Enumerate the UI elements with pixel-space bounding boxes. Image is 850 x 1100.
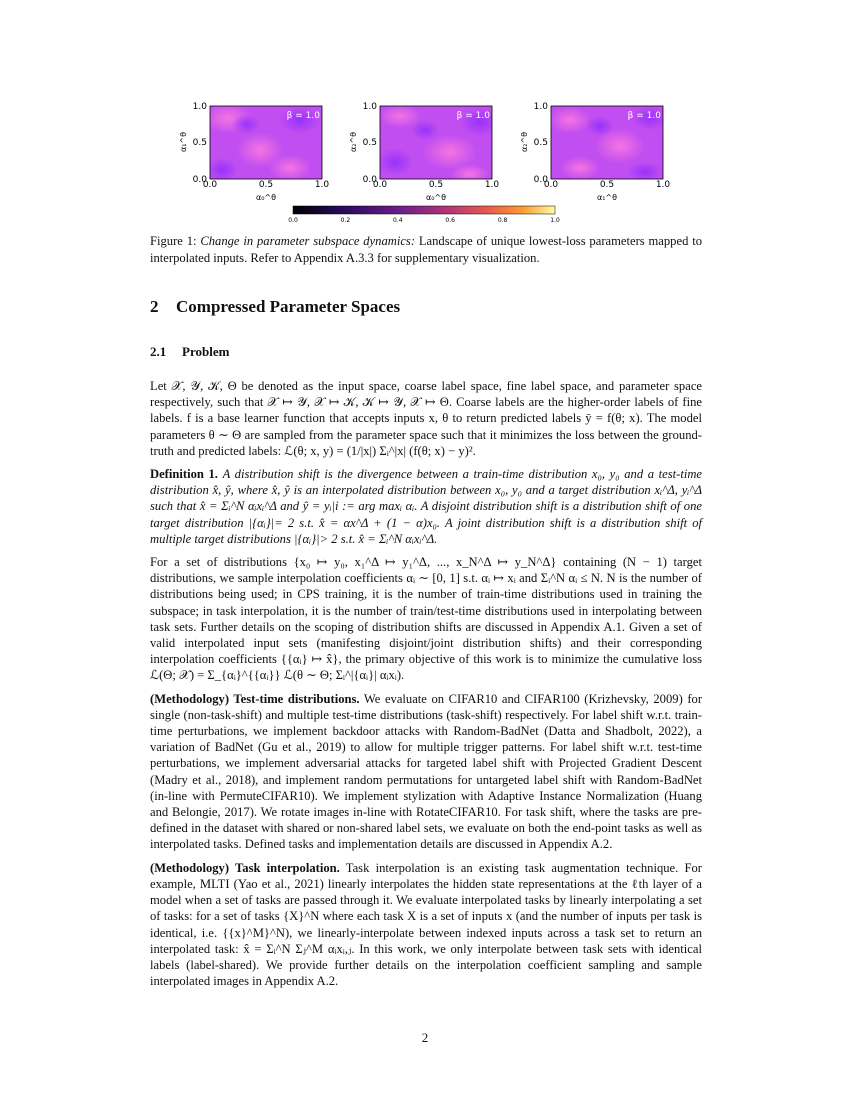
ytick-2-top: 1.0: [362, 102, 377, 112]
xlabel-3: α₁^θ: [596, 193, 618, 202]
ytick-3-top: 1.0: [533, 102, 548, 112]
section-heading: [150, 297, 400, 317]
xtick-3-right: 1.0: [655, 180, 671, 190]
paragraph-test-time-label: (Methodology) Test-time distributions.: [150, 691, 360, 706]
ylabel-3: α₂^θ: [520, 131, 529, 153]
xtick-1-mid: 0.5: [258, 180, 274, 190]
colorbar-tick-2: 0.4: [393, 217, 403, 224]
subsection-number: 2.1: [150, 344, 167, 359]
paragraph-task-interpolation: [150, 860, 702, 990]
ylabel-1: α₁^θ: [179, 131, 188, 153]
definition-label: Definition 1.: [150, 467, 218, 482]
xtick-2-left: 0.0: [372, 180, 388, 190]
paragraph-problem-setup: Let 𝒳, 𝒴, 𝒦, Θ be denoted as the input space, coarse label space, fine label space, and parameter space respectively, such that 𝒳 ↦ 𝒴, 𝒳 ↦ 𝒦, 𝒦 ↦ 𝒴, 𝒳 ↦ Θ. Coarse labels are the higher-order labels of fine labels. f is a base learner function that accepts inputs x, θ to return predicted labels ȳ = f(θ; x). The model parameters θ ∼ Θ are sampled from the parameter space such that it minimizes the loss between the ground-truth and predicted labels: ℒ(θ; x, y) = (1/|x|) Σᵢ^|x| (f(θ; x) − y)².: [150, 379, 702, 458]
ylabel-2: α₂^θ: [349, 131, 358, 153]
definition-text: A distribution shift is the divergence between a train-time distribution x₀, y₀ and a test-time distribution x̂, ŷ, where x̂, ŷ is an interpolated distribution between x₀, y₀ and a target distribution xᵢ^Δ, yᵢ^Δ such that x̂ = Σᵢ^N αᵢxᵢ^Δ and ŷ = yᵢ|i := arg maxᵢ αᵢ. A disjoint distribution shift is a distribution shift of one target distribution |{αᵢ}|= 2 s.t. x̂ = αx^Δ + (1 − α)x₀. A joint distribution shift is a distribution shift of multiple target distributions |{αᵢ}|> 2 s.t. x̂ = Σᵢ^N αᵢxᵢ^Δ.: [150, 467, 703, 546]
paragraph-task-interpolation-label: (Methodology) Task interpolation.: [150, 860, 340, 875]
section-number: 2: [150, 297, 159, 316]
figure-1: [150, 90, 710, 225]
colorbar-tick-0: 0.0: [288, 217, 298, 224]
colorbar-tick-1: 0.2: [340, 217, 351, 224]
ytick-2-mid: 0.5: [362, 138, 377, 148]
heatmap-panel-1: [179, 102, 329, 202]
colorbar-tick-5: 1.0: [550, 217, 560, 224]
heatmap-panel-3: [520, 102, 670, 202]
ytick-2-bottom: 0.0: [362, 175, 377, 185]
subsection-title: Problem: [182, 344, 230, 359]
xtick-3-mid: 0.5: [599, 180, 615, 190]
xtick-2-right: 1.0: [484, 180, 500, 190]
colorbar: [288, 206, 560, 224]
colorbar-tick-3: 0.6: [445, 217, 455, 224]
caption-label: Figure 1:: [150, 234, 197, 248]
colorbar-tick-4: 0.8: [497, 217, 508, 224]
caption-title: Change in parameter subspace dynamics:: [200, 234, 416, 248]
beta-label-2: β = 1.0: [456, 111, 490, 121]
paragraph-test-time: [150, 691, 702, 853]
paragraph-task-interpolation-text: Task interpolation is an existing task augmentation technique. For example, MLTI (Yao et al., 2021) linearly interpolates the hidden state representations at the ℓth layer of a model when a set of tasks are passed through it. We evaluate interpolated tasks by linearly interpolating a set of tasks: for a set of tasks {X}^N where each task X is a set of inputs x (and the number of inputs per task is identical, i.e. {{x}^M}^N), we linearly-interpolate between indexed inputs across a task set to return an interpolated task: x̂ = Σᵢ^N Σⱼ^M αᵢxᵢ,ⱼ. In this work, we only interpolate between task sets with identical labels (label-shared). We provide further details on the interpolation coefficient sampling and sample interpolated images in Appendix A.2.: [150, 860, 702, 989]
figure-caption: [150, 233, 702, 267]
caption-text: Landscape of unique lowest-loss parameters mapped to interpolated inputs. Refer to Appendix A.3.3 for supplementary visualization.: [150, 234, 702, 265]
xtick-1-left: 0.0: [202, 180, 218, 190]
xlabel-2: α₀^θ: [425, 193, 447, 202]
paragraph-distributions: For a set of distributions {x₀ ↦ y₀, x₁^Δ ↦ y₁^Δ, ..., x_N^Δ ↦ y_N^Δ} containing (N − 1) target distributions, we sample interpolation coefficients αᵢ ∼ [0, 1] s.t. αᵢ ↦ xᵢ and Σᵢ^N αᵢ ≤ N. N is the number of distributions being used; in CPS training, it is the number of train-time distributions used in training the subspace; in task interpolation, it is the number of train/test-time distributions used in interpolating between task sets. Further details on the scoping of distribution shifts are discussed in Appendix A.1. Given a set of valid interpolated input sets (manifesting disjoint/joint distribution shifts) and their corresponding interpolation coefficients {{αᵢ} ↦ x̂}, the primary objective of this work is to minimize the cumulative loss ℒ(Θ; 𝒳) = Σ_{αᵢ}^{{αᵢ}} ℒ(θ ∼ Θ; Σᵢ^|{αᵢ}| αᵢxᵢ).: [150, 555, 702, 683]
heatmap-panel-2: [349, 102, 500, 202]
xtick-1-right: 1.0: [314, 180, 330, 190]
ytick-3-bottom: 0.0: [533, 175, 548, 185]
paragraph-test-time-text: We evaluate on CIFAR10 and CIFAR100 (Krizhevsky, 2009) for single (non-task-shift) and multiple test-time distributions (task-shift) respectively. For label shift w.r.t. train-time perturbations, we implement backdoor attacks with Random-BadNet (Datta and Shadbolt, 2022), a variation of BadNet (Gu et al., 2019) to allow for multiple trigger patterns. For label shift w.r.t. test-time perturbations, we implement adversarial attacks for targeted label shift with Projected Gradient Descent (Madry et al., 2018), and implement random permutations for untargeted label shift with Random-BadNet (in-line with PermuteCIFAR10). We implement stylization with Adaptive Instance Normalization (Huang and Belongie, 2017). We rotate images in-line with RotateCIFAR10. For task shift, where the tasks are pre-defined in the dataset with shared or non-shared label sets, we evaluate on both the end-point tasks as well as interpolated tasks. Defined tasks and implementation details are discussed in Appendix A.2.: [150, 691, 703, 852]
beta-label-3: β = 1.0: [627, 111, 661, 121]
page-number: 2: [421, 1030, 429, 1045]
xtick-2-mid: 0.5: [428, 180, 444, 190]
subsection-heading: [150, 344, 229, 360]
body-text: [150, 378, 702, 996]
xtick-3-left: 0.0: [543, 180, 559, 190]
section-title: Compressed Parameter Spaces: [176, 297, 401, 316]
ytick-1-mid: 0.5: [192, 138, 207, 148]
ytick-1-top: 1.0: [192, 102, 207, 112]
xlabel-1: α₀^θ: [255, 193, 277, 202]
ytick-3-mid: 0.5: [533, 138, 548, 148]
beta-label-1: β = 1.0: [286, 111, 320, 121]
ytick-1-bottom: 0.0: [192, 175, 207, 185]
definition-1: [150, 466, 702, 547]
